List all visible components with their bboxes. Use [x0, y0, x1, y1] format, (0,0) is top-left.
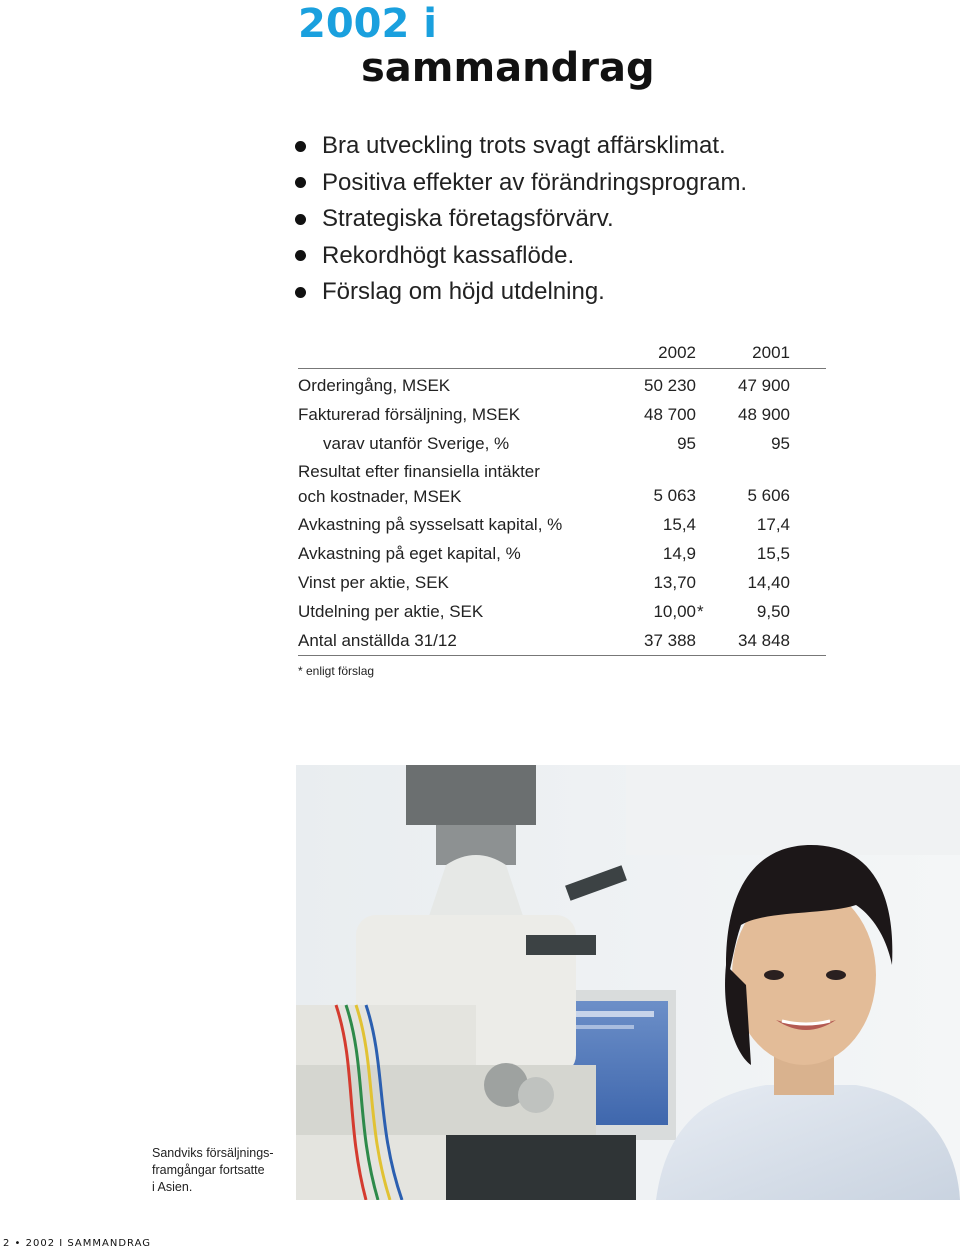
table-row: Resultat efter finansiella intäkter och kostnader, MSEK 5 063 5 606: [298, 462, 790, 506]
footnote-marker: *: [697, 602, 704, 621]
table-header-row: [298, 338, 826, 369]
title-line-2: sammandrag: [361, 45, 655, 91]
table-row: Orderingång, MSEK 50 230 47 900: [298, 376, 790, 395]
table-row: varav utanför Sverige, % 95 95: [323, 434, 790, 453]
footnote: * enligt förslag: [298, 664, 375, 678]
list-item: Positiva effekter av förändringsprogram.: [295, 165, 747, 202]
photo-caption: Sandviks försäljnings- framgångar fortsatte i Asien.: [152, 1146, 274, 1194]
lab-photo: [296, 765, 960, 1200]
list-item: Bra utveckling trots svagt affärsklimat.: [295, 128, 747, 165]
table-row: Fakturerad försäljning, MSEK 48 700 48 900: [298, 405, 790, 424]
title-line-1: 2002 i: [298, 1, 437, 47]
list-item: Rekordhögt kassaflöde.: [295, 238, 747, 275]
highlights-list: [295, 128, 747, 311]
list-item: Förslag om höjd utdelning.: [295, 274, 747, 311]
table-row: Utdelning per aktie, SEK 10,00 * 9,50: [298, 597, 826, 626]
bullet-icon: [295, 214, 306, 225]
bullet-icon: [295, 287, 306, 298]
bullet-icon: [295, 177, 306, 188]
table-row: Antal anställda 31/12 37 388 34 848: [298, 626, 826, 656]
column-header-2002: 2002: [658, 343, 696, 362]
page-title: [298, 2, 655, 90]
laboratory-microscope-image: [296, 765, 960, 1200]
key-figures-table: [298, 338, 826, 656]
list-item: Strategiska företagsförvärv.: [295, 201, 747, 238]
bullet-icon: [295, 141, 306, 152]
table-row: Avkastning på eget kapital, % 14,9 15,5: [298, 544, 790, 563]
bullet-icon: [295, 250, 306, 261]
table-row: Avkastning på sysselsatt kapital, % 15,4 17,4: [298, 515, 790, 534]
column-header-2001: 2001: [752, 343, 790, 362]
table-row: Vinst per aktie, SEK 13,70 14,40: [298, 573, 790, 592]
page-footer: 2 • 2002 I SAMMANDRAG: [3, 1238, 151, 1249]
